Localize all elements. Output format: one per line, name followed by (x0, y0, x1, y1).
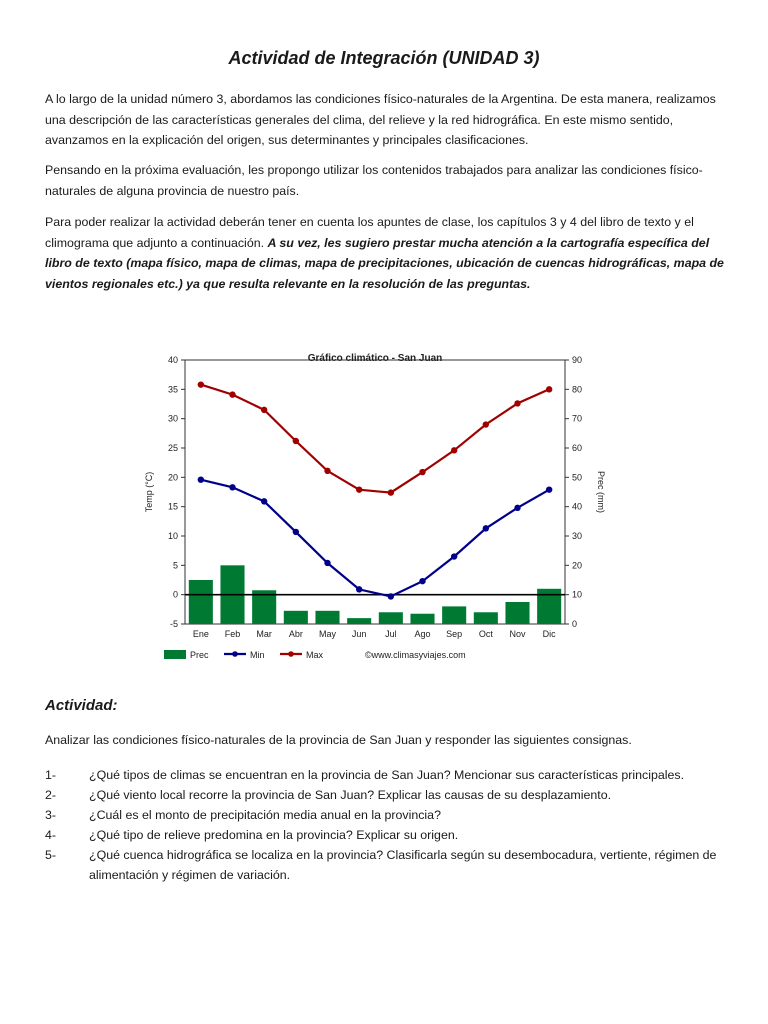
y-right-tick-label: 80 (572, 384, 583, 395)
min-temp-point (483, 525, 489, 531)
intro-paragraph-3 (45, 212, 725, 294)
question-text: ¿Qué cuenca hidrográfica se localiza en la provincia? Clasificarla según su desembocadura, vertiente, régimen de alimentación y régimen de variación. (89, 848, 717, 882)
min-temp-point (546, 486, 552, 492)
precip-bar (379, 612, 403, 624)
max-temp-line (201, 385, 549, 493)
precip-bar (189, 580, 213, 624)
question-number: 2- (45, 788, 57, 802)
min-temp-point (293, 529, 299, 535)
min-temp-point (419, 578, 425, 584)
climate-chart (140, 348, 620, 668)
x-tick-label: Nov (509, 629, 526, 639)
question-item (45, 845, 735, 885)
min-temp-point (324, 560, 330, 566)
question-number: 5- (45, 848, 57, 862)
y-axis-label: Temp (°C) (144, 471, 154, 513)
y-right-tick-label: 10 (572, 589, 583, 600)
y-tick-label: 0 (172, 589, 178, 600)
question-list (45, 765, 735, 885)
max-temp-point (229, 391, 235, 397)
question-item (45, 785, 735, 805)
y-right-tick-label: 60 (572, 443, 583, 453)
min-temp-point (514, 505, 520, 511)
precip-bar (347, 618, 371, 624)
legend-min-label: Min (250, 650, 265, 660)
y-tick-label: 15 (167, 501, 178, 512)
max-temp-point (546, 386, 552, 392)
y-tick-label: -5 (169, 619, 178, 629)
question-item (45, 805, 735, 825)
climate-chart-svg (140, 348, 620, 668)
question-item (45, 825, 735, 845)
question-text: ¿Qué tipos de climas se encuentran en la provincia de San Juan? Mencionar sus características principales. (89, 768, 685, 782)
x-tick-label: Oct (478, 629, 493, 639)
y-tick-label: 30 (167, 413, 178, 424)
question-text: ¿Cuál es el monto de precipitación media anual en la provincia? (89, 808, 441, 822)
min-temp-point (388, 593, 394, 599)
x-tick-label: May (318, 629, 337, 639)
min-temp-point (261, 498, 267, 504)
y-right-tick-label: 30 (572, 531, 583, 541)
max-temp-point (419, 469, 425, 475)
question-number: 4- (45, 828, 57, 842)
paragraph-3-plain: Para poder realizar la actividad deberán tener en cuenta los apuntes de clase, los capítulos 3 y 4 del libro de texto y el climograma que adjunto a continuación. (45, 215, 694, 250)
x-tick-label: Ene (192, 629, 209, 639)
y-right-tick-label: 50 (572, 472, 583, 483)
y-tick-label: 25 (167, 443, 178, 453)
question-number: 1- (45, 768, 57, 782)
y-right-tick-label: 70 (572, 413, 583, 424)
legend-min-marker (232, 651, 238, 657)
legend-prec-label: Prec (190, 650, 209, 660)
activity-heading: Actividad: (45, 697, 118, 714)
x-tick-label: Ago (414, 629, 431, 639)
max-temp-point (261, 407, 267, 413)
y-tick-label: 10 (167, 531, 178, 541)
paragraph-3-emphasis: A su vez, les sugiero prestar mucha atención a la cartografía específica del libro de texto (mapa físico, mapa de climas, mapa de precipitaciones, ubicación de cuencas hidrográficas, mapa de vientos regionales etc.) ya que resulta relevante en la resolución de las preguntas. (45, 235, 724, 291)
min-temp-point (451, 553, 457, 559)
max-temp-point (324, 468, 330, 474)
x-tick-label: Sep (446, 629, 463, 639)
y-right-tick-label: 0 (572, 619, 578, 629)
question-text: ¿Qué viento local recorre la provincia de San Juan? Explicar las causas de su desplazamiento. (89, 788, 612, 802)
y-tick-label: 5 (172, 560, 178, 571)
min-temp-point (356, 586, 362, 592)
y-tick-label: 20 (167, 472, 178, 483)
legend-max-label: Max (306, 650, 324, 660)
max-temp-point (483, 421, 489, 427)
y-right-axis-label: Prec (mm) (596, 471, 606, 513)
chart-title: Gráfico climático - San Juan (307, 353, 443, 364)
y-right-tick-label: 20 (572, 560, 583, 571)
question-item (45, 765, 735, 785)
legend-max-marker (288, 651, 294, 657)
precip-bar (505, 602, 529, 624)
x-tick-label: Mar (256, 629, 272, 639)
intro-paragraph-2: Pensando en la próxima evaluación, les propongo utilizar los contenidos trabajados para analizar las condiciones físico-naturales de alguna provincia de nuestro país. (45, 163, 703, 198)
precip-bar (474, 612, 498, 624)
activity-intro: Analizar las condiciones físico-naturales de la provincia de San Juan y responder las siguientes consignas. (45, 733, 632, 747)
precip-bar (284, 611, 308, 624)
x-tick-label: Jun (351, 629, 367, 639)
x-tick-label: Abr (288, 629, 303, 639)
precip-bar (315, 611, 339, 624)
y-right-tick-label: 40 (572, 501, 583, 512)
question-text: ¿Qué tipo de relieve predomina en la provincia? Explicar su origen. (89, 828, 459, 842)
y-tick-label: 40 (167, 355, 178, 365)
x-tick-label: Jul (385, 629, 397, 639)
max-temp-point (293, 438, 299, 444)
precip-bar (410, 614, 434, 624)
max-temp-point (451, 447, 457, 453)
precip-bar (442, 606, 466, 624)
max-temp-point (388, 489, 394, 495)
max-temp-point (356, 486, 362, 492)
max-temp-point (198, 381, 204, 387)
intro-paragraph-1: A lo largo de la unidad número 3, abordamos las condiciones físico-naturales de la Argentina. De esta manera, realizamos una descripción de las características generales del clima, del relieve y la red hidrográfica. En este mismo sentido, avanzamos en la explicación del origen, sus determinantes y principales clasificaciones. (45, 92, 716, 147)
y-right-tick-label: 90 (572, 355, 583, 365)
min-temp-point (198, 476, 204, 482)
x-tick-label: Dic (542, 629, 556, 639)
min-temp-point (229, 484, 235, 490)
min-temp-line (201, 480, 549, 597)
legend-prec-swatch (164, 650, 186, 659)
question-number: 3- (45, 808, 57, 822)
y-tick-label: 35 (167, 384, 178, 395)
x-tick-label: Feb (224, 629, 241, 639)
document-title: Actividad de Integración (UNIDAD 3) (228, 48, 540, 68)
max-temp-point (514, 400, 520, 406)
chart-credit: ©www.climasyviajes.com (365, 650, 466, 660)
